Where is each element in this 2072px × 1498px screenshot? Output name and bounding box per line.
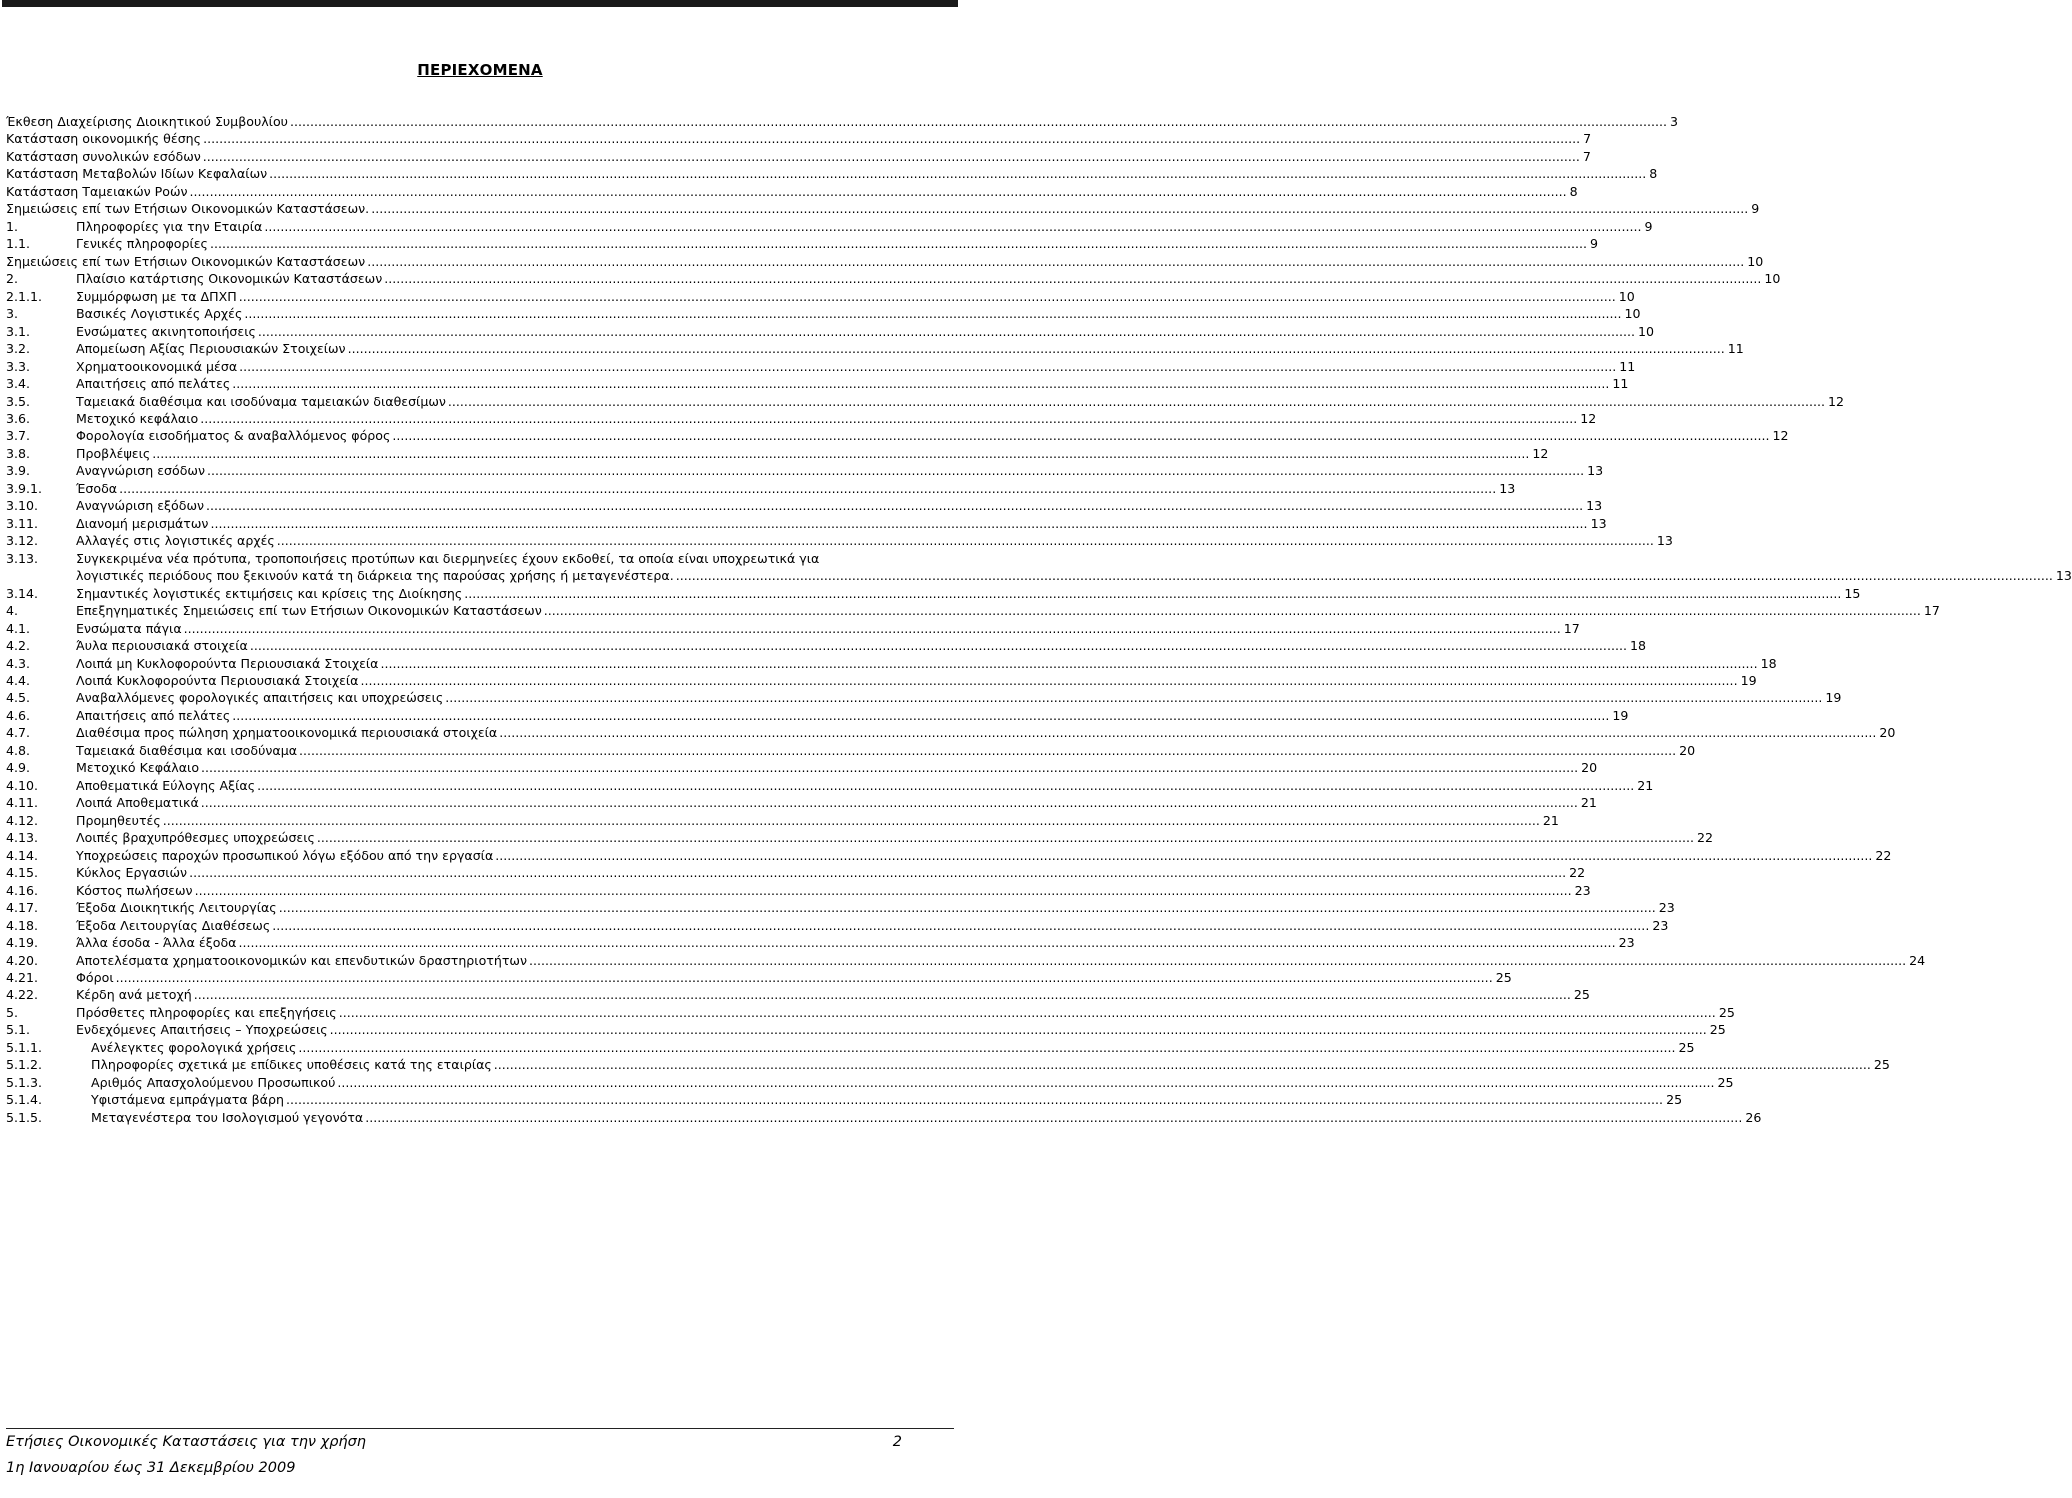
toc-entry[interactable] xyxy=(6,1091,1683,1108)
toc-entry-page: 25 xyxy=(1709,1022,1726,1038)
toc-entry[interactable] xyxy=(6,148,1591,165)
toc-dot-leader xyxy=(198,410,1577,427)
toc-dot-leader xyxy=(256,323,1635,340)
footer-document-title: Ετήσιες Οικονομικές Καταστάσεις για την χρήση xyxy=(6,1434,367,1450)
toc-entry-number: 4.18. xyxy=(6,917,39,933)
toc-entry[interactable] xyxy=(6,305,1641,322)
toc-entry-number: 5.1.2. xyxy=(6,1057,43,1073)
toc-entry-number: 1.1. xyxy=(6,236,31,252)
toc-entry-page: 13 xyxy=(1587,463,1604,479)
toc-entry-number: 4.15. xyxy=(6,865,39,881)
toc-dot-leader xyxy=(230,707,1609,724)
toc-entry-number: 3. xyxy=(6,306,19,322)
toc-dot-leader xyxy=(358,672,1737,689)
toc-entry-number: 4.19. xyxy=(6,935,39,951)
toc-entry-number: 4.17. xyxy=(6,900,39,916)
toc-entry-number: 3.13. xyxy=(6,550,39,566)
toc-entry[interactable] xyxy=(6,235,1599,252)
toc-entry-page: 23 xyxy=(1658,900,1675,916)
toc-dot-leader xyxy=(267,165,1646,182)
toc-dot-leader xyxy=(363,1109,1742,1126)
toc-entry-label: Αποτελέσματα χρηματοοικονομικών και επενδυτικών δραστηριοτήτων xyxy=(76,952,527,968)
toc-dot-leader xyxy=(248,637,1627,654)
toc-entry-number: 5.1.1. xyxy=(6,1039,43,1055)
toc-dot-leader xyxy=(188,183,1567,200)
toc-dot-leader xyxy=(277,899,1656,916)
toc-entry-page: 23 xyxy=(1574,882,1591,898)
toc-entry-page: 25 xyxy=(1573,987,1590,1003)
toc-entry-label: Συγκεκριμένα νέα πρότυπα, τροποποιήσεις προτύπων και διερμηνείες έχουν εκδοθεί, τα οποία είναι υποχρεωτικά για xyxy=(76,550,820,566)
toc-entry-page: 23 xyxy=(1618,935,1635,951)
toc-entry-page: 10 xyxy=(1618,288,1635,304)
toc-entry-page: 10 xyxy=(1638,323,1655,339)
toc-entry-label: Ταμειακά διαθέσιμα και ισοδύναμα ταμειακών διαθεσίμων xyxy=(76,393,446,409)
toc-entry-number: 2.1.1. xyxy=(6,288,43,304)
toc-dot-leader xyxy=(192,986,1571,1003)
toc-dot-leader xyxy=(346,340,1725,357)
toc-entry-label: Βασικές Λογιστικές Αρχές xyxy=(76,306,243,322)
toc-entry[interactable] xyxy=(6,1074,1734,1091)
toc-entry[interactable] xyxy=(6,952,1926,969)
toc-entry-page: 19 xyxy=(1612,707,1629,723)
toc-entry-label: Υποχρεώσεις παροχών προσωπικού λόγω εξόδου από την εργασία xyxy=(76,847,494,863)
toc-dot-leader xyxy=(204,497,1583,514)
toc-entry-number: 3.6. xyxy=(6,410,31,426)
toc-entry-page: 20 xyxy=(1581,760,1598,776)
toc-dot-leader xyxy=(193,882,1572,899)
toc-entry-label: Σημειώσεις επί των Ετήσιων Οικονομικών Καταστάσεων. xyxy=(6,201,370,217)
toc-entry-number: 5.1. xyxy=(6,1022,31,1038)
toc-entry-number: 3.5. xyxy=(6,393,31,409)
toc-entry-page: 15 xyxy=(1844,585,1861,601)
toc-entry-number: 5.1.5. xyxy=(6,1109,43,1125)
toc-entry-page: 13 xyxy=(1656,533,1673,549)
table-of-contents xyxy=(6,113,2072,1126)
toc-entry-page: 21 xyxy=(1580,795,1597,811)
toc-entry[interactable] xyxy=(6,497,1603,514)
toc-entry-label: Προμηθευτές xyxy=(76,812,161,828)
toc-entry-label: Κατάσταση Μεταβολών Ιδίων Κεφαλαίων xyxy=(6,166,268,182)
toc-entry-label: Χρηματοοικονομικά μέσα xyxy=(76,358,238,374)
toc-entry-number: 3.7. xyxy=(6,428,31,444)
toc-dot-leader xyxy=(542,602,1921,619)
toc-entry-label: Ταμειακά διαθέσιμα και ισοδύναμα xyxy=(76,742,298,758)
toc-entry-label: Ενσώματες ακινητοποιήσεις xyxy=(76,323,256,339)
toc-entry[interactable] xyxy=(6,585,1861,602)
toc-entry-number: 3.2. xyxy=(6,341,31,357)
toc-entry-label: Σημειώσεις επί των Ετήσιων Οικονομικών Καταστάσεων xyxy=(6,253,366,269)
toc-entry-page: 9 xyxy=(1590,236,1599,252)
toc-entry-label: Απαιτήσεις από πελάτες xyxy=(76,376,231,392)
toc-entry-label: Ενδεχόμενες Απαιτήσεις – Υποχρεώσεις xyxy=(76,1022,328,1038)
toc-entry-number: 4.6. xyxy=(6,707,31,723)
toc-entry[interactable] xyxy=(6,794,1597,811)
toc-entry-number: 4. xyxy=(6,603,19,619)
page-footer xyxy=(6,1428,954,1481)
toc-entry[interactable] xyxy=(6,462,1604,479)
toc-entry-continuation xyxy=(6,567,2072,584)
toc-entry[interactable] xyxy=(6,532,1673,549)
toc-entry[interactable] xyxy=(6,812,1559,829)
toc-entry-label: Αναβαλλόμενες φορολογικές απαιτήσεις και υποχρεώσεις xyxy=(76,690,444,706)
toc-dot-leader xyxy=(237,288,1616,305)
footer-page-number: 2 xyxy=(892,1434,902,1450)
toc-entry-page: 11 xyxy=(1612,376,1629,392)
toc-entry-number: 3.1. xyxy=(6,323,31,339)
toc-entry-label: Άλλα έσοδα - Άλλα έξοδα xyxy=(76,935,237,951)
toc-entry-label: Κέρδη ανά μετοχή xyxy=(76,987,192,1003)
toc-dot-leader xyxy=(230,375,1609,392)
toc-entry-label: Ενσώματα πάγια xyxy=(76,620,182,636)
toc-entry-page: 19 xyxy=(1825,690,1842,706)
toc-entry[interactable] xyxy=(6,393,1845,410)
toc-entry[interactable] xyxy=(6,917,1669,934)
toc-entry-label: Κατάσταση οικονομικής θέσης xyxy=(6,131,202,147)
toc-entry-label: Λοιπά μη Κυκλοφορούντα Περιουσιακά Στοιχεία xyxy=(76,655,379,671)
toc-entry-label: Έξοδα Διοικητικής Λειτουργίας xyxy=(76,900,277,916)
toc-entry[interactable] xyxy=(6,550,2072,585)
toc-dot-leader xyxy=(335,1074,1714,1091)
toc-entry-page: 7 xyxy=(1582,148,1591,164)
toc-entry-label: Κόστος πωλήσεων xyxy=(76,882,193,898)
toc-entry-label: Αποθεματικά Εύλογης Αξίας xyxy=(76,777,256,793)
toc-entry-page: 22 xyxy=(1569,865,1586,881)
toc-entry[interactable] xyxy=(6,742,1696,759)
toc-entry-page: 20 xyxy=(1679,742,1696,758)
toc-entry[interactable] xyxy=(6,620,1580,637)
toc-entry-number: 3.9. xyxy=(6,463,31,479)
toc-entry[interactable] xyxy=(6,427,1789,444)
toc-dot-leader xyxy=(199,759,1578,776)
toc-entry-label: Έκθεση Διαχείρισης Διοικητικού Συμβουλίου xyxy=(6,114,288,129)
toc-entry-page: 7 xyxy=(1583,131,1592,147)
toc-entry-number: 4.4. xyxy=(6,673,31,688)
toc-dot-leader xyxy=(236,934,1615,951)
toc-dot-leader xyxy=(446,393,1825,410)
toc-entry-number: 3.8. xyxy=(6,445,31,461)
toc-entry[interactable] xyxy=(6,1039,1695,1056)
toc-entry[interactable] xyxy=(6,165,1658,182)
toc-entry-page: 9 xyxy=(1751,201,1760,217)
toc-entry[interactable] xyxy=(6,1004,1735,1021)
toc-dot-leader xyxy=(208,235,1587,252)
toc-entry-label: Πλαίσιο κατάρτισης Οικονομικών Καταστάσεων xyxy=(76,271,383,287)
toc-entry-label: Αναγνώριση εσόδων xyxy=(76,463,205,479)
toc-dot-leader xyxy=(315,829,1694,846)
toc-entry-number: 2. xyxy=(6,271,19,287)
toc-entry[interactable] xyxy=(6,777,1654,794)
toc-entry-label: Κύκλος Εργασιών xyxy=(76,865,188,881)
toc-entry[interactable] xyxy=(6,829,1714,846)
toc-entry[interactable] xyxy=(6,672,1757,689)
toc-entry[interactable] xyxy=(6,1021,1726,1038)
toc-dot-leader xyxy=(187,864,1566,881)
toc-entry-number: 4.16. xyxy=(6,882,39,898)
toc-dot-leader xyxy=(492,1056,1871,1073)
toc-dot-leader xyxy=(493,847,1872,864)
toc-entry[interactable] xyxy=(6,358,1636,375)
toc-entry[interactable] xyxy=(6,759,1598,776)
toc-entry-page: 11 xyxy=(1619,358,1636,374)
toc-dot-leader xyxy=(182,620,1561,637)
toc-dot-leader xyxy=(262,218,1641,235)
toc-entry-number: 4.3. xyxy=(6,655,31,671)
toc-entry-label: Πληροφορίες για την Εταιρία xyxy=(76,218,263,234)
toc-entry-page: 11 xyxy=(1727,341,1744,357)
toc-entry-label: Διανομή μερισμάτων xyxy=(76,515,209,531)
toc-entry-page: 8 xyxy=(1569,183,1578,199)
toc-dot-leader xyxy=(208,515,1587,532)
toc-entry-label: Κατάσταση Ταμειακών Ροών xyxy=(6,183,188,199)
toc-entry-number: 4.10. xyxy=(6,777,39,793)
toc-entry-label: Επεξηγηματικές Σημειώσεις επί των Ετήσιων Οικονομικών Καταστάσεων xyxy=(76,603,542,619)
toc-entry-page: 25 xyxy=(1678,1039,1695,1055)
toc-entry-page: 9 xyxy=(1644,218,1653,234)
toc-entry-page: 25 xyxy=(1717,1074,1734,1090)
toc-entry[interactable] xyxy=(6,899,1675,916)
toc-entry-label: Ανέλεγκτες φορολογικά χρήσεις xyxy=(91,1039,297,1055)
toc-dot-leader xyxy=(337,1004,1716,1021)
toc-entry-number: 3.11. xyxy=(6,515,39,531)
toc-dot-leader xyxy=(443,689,1822,706)
toc-dot-leader xyxy=(199,794,1578,811)
toc-entry-label: Προβλέψεις xyxy=(76,445,151,461)
toc-entry-number: 3.10. xyxy=(6,498,39,514)
toc-entry-label: Πληροφορίες σχετικά με επίδικες υποθέσεις κατά της εταιρίας xyxy=(91,1057,492,1073)
toc-dot-leader xyxy=(378,655,1757,672)
toc-entry-number: 4.1. xyxy=(6,620,31,636)
toc-entry[interactable] xyxy=(6,323,1655,340)
toc-entry-label: Αναγνώριση εξόδων xyxy=(76,498,205,514)
toc-entry-label: Αριθμός Απασχολούμενου Προσωπικού xyxy=(91,1074,336,1090)
toc-dot-leader xyxy=(201,130,1580,147)
toc-dot-leader xyxy=(255,777,1634,794)
toc-entry-page: 23 xyxy=(1652,917,1669,933)
toc-dot-leader xyxy=(161,812,1540,829)
toc-entry[interactable] xyxy=(6,445,1549,462)
toc-entry-number: 4.21. xyxy=(6,969,39,985)
toc-dot-leader xyxy=(114,969,1493,986)
toc-entry-number: 4.2. xyxy=(6,638,31,654)
toc-entry-label: Έσοδα xyxy=(76,480,118,496)
toc-entry-page: 12 xyxy=(1772,428,1789,444)
toc-entry-page: 12 xyxy=(1828,393,1845,409)
toc-entry-page: 13 xyxy=(1586,498,1603,514)
toc-entry-label: Υφιστάμενα εμπράγματα βάρη xyxy=(91,1092,284,1108)
toc-entry-label: Φόροι xyxy=(76,969,114,985)
toc-dot-leader xyxy=(497,724,1876,741)
toc-dot-leader xyxy=(365,253,1744,270)
toc-entry-page: 12 xyxy=(1532,445,1549,461)
toc-entry[interactable] xyxy=(6,253,1764,270)
toc-entry-label: Συμμόρφωση με τα ΔΠΧΠ xyxy=(76,288,237,304)
toc-entry[interactable] xyxy=(6,183,1578,200)
toc-entry-page: 8 xyxy=(1649,166,1658,182)
toc-dot-leader xyxy=(205,462,1584,479)
toc-entry[interactable] xyxy=(6,707,1629,724)
toc-entry-label: Διαθέσιμα προς πώληση χρηματοοικονομικά περιουσιακά στοιχεία xyxy=(76,725,498,741)
toc-entry-number: 3.4. xyxy=(6,376,31,392)
toc-entry-page: 24 xyxy=(1909,952,1926,968)
toc-entry-label: Απομείωση Αξίας Περιουσιακών Στοιχείων xyxy=(76,341,346,357)
top-rule xyxy=(2,0,958,7)
toc-dot-leader xyxy=(201,148,1580,165)
toc-entry-page: 12 xyxy=(1580,410,1597,426)
toc-entry[interactable] xyxy=(6,480,1516,497)
toc-entry-label: Λοιπά Αποθεματικά xyxy=(76,795,199,811)
toc-entry-page: 3 xyxy=(1670,114,1679,129)
toc-entry-label: Πρόσθετες πληροφορίες και επεξηγήσεις xyxy=(76,1004,337,1020)
toc-entry-page: 25 xyxy=(1495,969,1512,985)
toc-entry-page: 21 xyxy=(1637,777,1654,793)
toc-entry[interactable] xyxy=(6,864,1586,881)
toc-entry-page: 18 xyxy=(1629,638,1646,654)
toc-entry[interactable] xyxy=(6,288,1635,305)
toc-entry[interactable] xyxy=(6,637,1646,654)
toc-dot-leader xyxy=(369,200,1748,217)
toc-entry-page: 13 xyxy=(1590,515,1607,531)
toc-entry-page: 18 xyxy=(1760,655,1777,671)
toc-dot-leader xyxy=(462,585,1841,602)
toc-entry[interactable] xyxy=(6,375,1629,392)
toc-entry-number: 3.12. xyxy=(6,533,39,549)
toc-entry-label: Απαιτήσεις από πελάτες xyxy=(76,707,231,723)
toc-entry[interactable] xyxy=(6,218,1653,235)
toc-dot-leader xyxy=(284,1091,1663,1108)
toc-entry-page: 25 xyxy=(1666,1092,1683,1108)
toc-entry[interactable] xyxy=(6,200,1760,217)
toc-entry[interactable] xyxy=(6,340,1744,357)
toc-entry-page: 13 xyxy=(1499,480,1516,496)
toc-dot-leader xyxy=(674,567,2053,584)
toc-dot-leader xyxy=(382,270,1761,287)
toc-entry-label: Άυλα περιουσιακά στοιχεία xyxy=(76,638,248,654)
toc-entry[interactable] xyxy=(6,882,1591,899)
toc-entry-number: 4.8. xyxy=(6,742,31,758)
toc-entry[interactable] xyxy=(6,602,1940,619)
toc-entry-page: 13 xyxy=(2055,568,2072,584)
toc-entry-page: 10 xyxy=(1624,306,1641,322)
footer-period: 1η Ιανουαρίου έως 31 Δεκεμβρίου 2009 xyxy=(6,1460,296,1476)
toc-entry-number: 4.13. xyxy=(6,830,39,846)
toc-entry-page: 20 xyxy=(1879,725,1896,741)
toc-entry-page: 22 xyxy=(1875,847,1892,863)
toc-entry-number: 3.14. xyxy=(6,585,39,601)
toc-entry-label: Έξοδα Λειτουργίας Διαθέσεως xyxy=(76,917,271,933)
toc-dot-leader xyxy=(527,952,1906,969)
toc-entry-number: 5.1.4. xyxy=(6,1092,43,1108)
toc-entry[interactable] xyxy=(6,270,1781,287)
toc-entry[interactable] xyxy=(6,130,1592,147)
toc-entry-page: 17 xyxy=(1923,603,1940,619)
toc-dot-leader xyxy=(242,305,1621,322)
toc-entry[interactable] xyxy=(6,724,1896,741)
toc-entry-number: 4.9. xyxy=(6,760,31,776)
toc-entry-number: 4.11. xyxy=(6,795,39,811)
toc-dot-leader xyxy=(328,1021,1707,1038)
toc-entry[interactable] xyxy=(6,847,1892,864)
toc-entry-number: 3.3. xyxy=(6,358,31,374)
toc-dot-leader xyxy=(150,445,1529,462)
toc-entry[interactable] xyxy=(6,1056,1890,1073)
toc-entry[interactable] xyxy=(6,934,1635,951)
toc-title: ΠΕΡΙΕΧΟΜΕΝΑ xyxy=(417,61,543,79)
toc-dot-leader xyxy=(297,742,1676,759)
toc-dot-leader xyxy=(275,532,1654,549)
toc-entry-label: Φορολογία εισοδήματος & αναβαλλόμενος φόρος xyxy=(76,428,391,444)
toc-entry-page: 25 xyxy=(1718,1004,1735,1020)
toc-entry[interactable] xyxy=(6,1109,1762,1126)
toc-entry[interactable] xyxy=(6,410,1597,427)
toc-entry[interactable] xyxy=(6,515,1607,532)
toc-entry-number: 1. xyxy=(6,218,19,234)
toc-entry-number: 4.5. xyxy=(6,690,31,706)
toc-entry-number: 4.14. xyxy=(6,847,39,863)
toc-entry-label-continued: λογιστικές περιόδους που ξεκινούν κατά τη διάρκεια της παρούσας χρήσης ή μεταγενέστερα. xyxy=(76,568,674,584)
toc-entry-number: 5. xyxy=(6,1004,19,1020)
toc-entry-label: Μεταγενέστερα του Ισολογισμού γεγονότα xyxy=(91,1109,364,1125)
toc-entry-page: 22 xyxy=(1697,830,1714,846)
toc-entry-number: 4.20. xyxy=(6,952,39,968)
toc-dot-leader xyxy=(288,113,1667,130)
toc-entry-number: 4.22. xyxy=(6,987,39,1003)
toc-dot-leader xyxy=(296,1039,1675,1056)
toc-entry-label: Κατάσταση συνολικών εσόδων xyxy=(6,148,201,164)
toc-dot-leader xyxy=(237,358,1616,375)
toc-entry-label: Λοιπές βραχυπρόθεσμες υποχρεώσεις xyxy=(76,830,315,846)
toc-entry-page: 26 xyxy=(1745,1109,1762,1125)
toc-entry-number: 3.9.1. xyxy=(6,480,43,496)
toc-entry-label: Αλλαγές στις λογιστικές αρχές xyxy=(76,533,275,549)
toc-entry-page: 10 xyxy=(1747,253,1764,269)
toc-entry[interactable] xyxy=(6,113,1679,130)
toc-entry-number: 5.1.3. xyxy=(6,1074,43,1090)
toc-entry-label: Μετοχικό κεφάλαιο xyxy=(76,410,199,426)
toc-entry-label: Μετοχικό Κεφάλαιο xyxy=(76,760,200,776)
toc-entry[interactable] xyxy=(6,655,1777,672)
toc-dot-leader xyxy=(390,427,1769,444)
toc-entry-label: Σημαντικές λογιστικές εκτιμήσεις και κρίσεις της Διοίκησης xyxy=(76,585,463,601)
toc-entry[interactable] xyxy=(6,986,1590,1003)
toc-entry-label: Λοιπά Κυκλοφορούντα Περιουσιακά Στοιχεία xyxy=(76,673,359,688)
toc-entry-page: 19 xyxy=(1740,673,1757,688)
toc-dot-leader xyxy=(117,480,1496,497)
toc-entry-label: Γενικές πληροφορίες xyxy=(76,236,208,252)
toc-entry-page: 25 xyxy=(1873,1057,1890,1073)
toc-entry-number: 4.12. xyxy=(6,812,39,828)
toc-dot-leader xyxy=(270,917,1649,934)
toc-entry-page: 10 xyxy=(1764,271,1781,287)
toc-entry-number: 4.7. xyxy=(6,725,31,741)
toc-entry[interactable] xyxy=(6,689,1842,706)
toc-entry-page: 17 xyxy=(1563,620,1580,636)
toc-entry[interactable] xyxy=(6,969,1512,986)
toc-entry-page: 21 xyxy=(1542,812,1559,828)
